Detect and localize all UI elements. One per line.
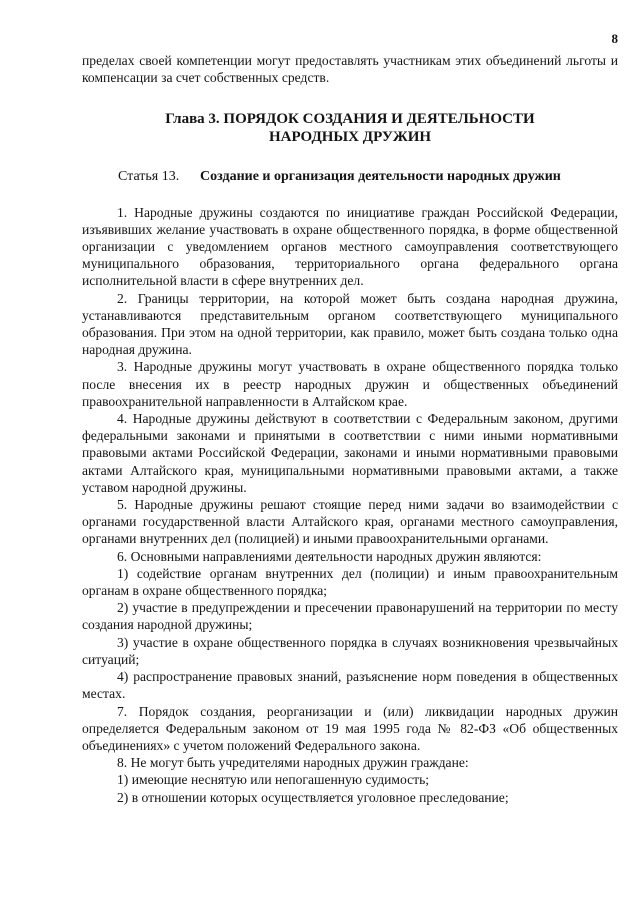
- page-number: 8: [611, 31, 618, 46]
- paragraph-2: 2. Границы территории, на которой может быть создана народная дружина, устанавливаются представительным органом соответствующего муниципального образования. При этом на одной территории, как правило, может быть создана только одна народная дружина.: [82, 290, 618, 358]
- intro-text: пределах своей компетенции могут предоставлять участникам этих объединений льготы и компенсации за счет собственных средств.: [82, 53, 618, 86]
- paragraph-5: 5. Народные дружины решают стоящие перед ними задачи во взаимодействии с органами государственной власти Алтайского края, органами местного самоуправления, органами внутренних дел (полицией) и иными правоохранительными органами.: [82, 497, 618, 547]
- paragraph-6-item-4: 4) распространение правовых знаний, разъяснение норм поведения в общественных местах.: [82, 669, 618, 702]
- paragraph-7: 7. Порядок создания, реорганизации и (или) ликвидации народных дружин определяется Федеральным законом от 19 мая 1995 года № 82-ФЗ «Об общественных объединениях» с учетом положений Федерального закона.: [82, 703, 618, 753]
- paragraph-6: 6. Основными направлениями деятельности народных дружин являются:: [117, 548, 542, 564]
- paragraph-6-item-2: 2) участие в предупреждении и пресечении правонарушений на территории по месту создания народной дружины;: [82, 600, 618, 633]
- paragraph-6-item-1: 1) содействие органам внутренних дел (полиции) и иным правоохранительным органам в охране общественного порядка;: [82, 565, 618, 599]
- article-body: [82, 204, 618, 806]
- paragraph-3: 3. Народные дружины могут участвовать в охране общественного порядка только после внесения их в реестр народных дружин и общественных объединений правоохранительной направленности в Алтайском крае.: [82, 359, 618, 409]
- chapter-heading: [82, 110, 618, 146]
- article-title: Создание и организация деятельности народных дружин: [200, 169, 561, 185]
- article-heading: [82, 168, 618, 185]
- chapter-heading-line-2: НАРОДНЫХ ДРУЖИН: [268, 129, 432, 146]
- paragraph-8-item-1: 1) имеющие неснятую или непогашенную судимость;: [117, 772, 430, 788]
- paragraph-1: 1. Народные дружины создаются по инициативе граждан Российской Федерации, изъявивших желание участвовать в охране общественного порядка, в форме общественной организации с уведомлением органов местного самоуправления соответствующего муниципального образования, территориального органа федерального органа исполнительной власти в сфере внутренних дел.: [82, 204, 618, 289]
- paragraph-8: 8. Не могут быть учредителями народных дружин граждане:: [117, 755, 469, 771]
- paragraph-8-item-2: 2) в отношении которых осуществляется уголовное преследование;: [117, 789, 509, 805]
- paragraph-4: 4. Народные дружины действуют в соответствии с Федеральным законом, другими федеральными законами и принятыми в соответствии с ними иными нормативными правовыми актами Российской Федерации, законами и иными нормативными правовыми актами Алтайского края, муниципальными нормативными правовыми актами, а также уставом народной дружины.: [82, 411, 618, 495]
- paragraph-6-item-3: 3) участие в охране общественного порядка в случаях возникновения чрезвычайных ситуаций;: [82, 634, 618, 667]
- chapter-heading-line-1: Глава 3. ПОРЯДОК СОЗДАНИЯ И ДЕЯТЕЛЬНОСТИ: [165, 111, 535, 128]
- article-number: Статья 13.: [118, 169, 180, 185]
